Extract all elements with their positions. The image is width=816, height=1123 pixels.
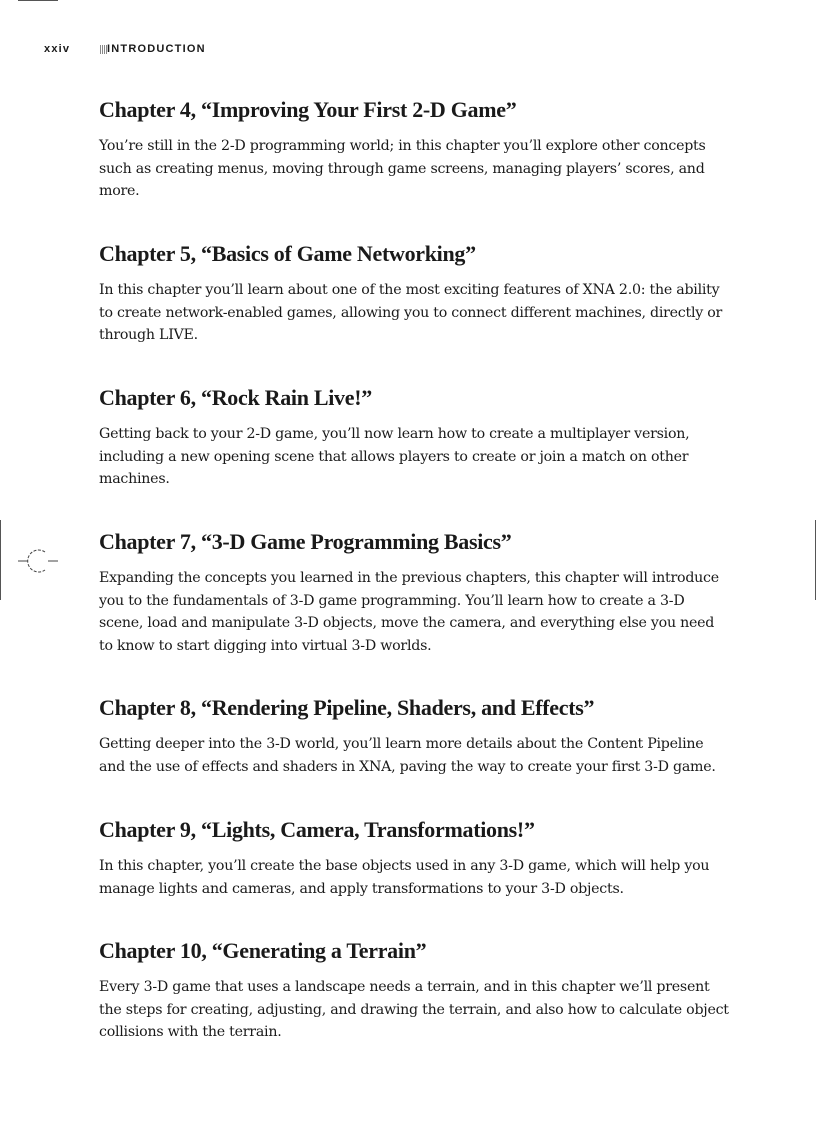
running-head-bar [100, 45, 107, 54]
chapter-entry-9 [99, 817, 729, 900]
chapter-title: Chapter 10, “Generating a Terrain” [99, 938, 427, 963]
chapter-description: Expanding the concepts you learned in the previous chapters, this chapter will introduce you to the fundamentals of 3-D game programming. You’ll learn how to create a 3-D scene, load and manipulate 3-D objects, move the camera, and everything else you need to know to start digging into virtual 3-D worlds. [99, 570, 719, 654]
chapter-title: Chapter 5, “Basics of Game Networking” [99, 241, 476, 266]
registration-mark-icon [18, 548, 60, 574]
chapter-entry-7 [99, 529, 729, 657]
chapter-entry-10 [99, 938, 729, 1044]
page-number: xxiv [44, 43, 71, 55]
chapter-description: Every 3-D game that uses a landscape needs a terrain, and in this chapter we’ll present the steps for creating, adjusting, and drawing the terrain, and also how to calculate object collisions with the terrain. [99, 979, 729, 1040]
chapter-description: In this chapter you’ll learn about one of the most exciting features of XNA 2.0: the ability to create network-enabled games, allowing you to connect different machines, directly or through LIVE. [99, 282, 723, 343]
chapter-description: You’re still in the 2-D programming world; in this chapter you’ll explore other concepts such as creating menus, moving through game screens, managing players’ scores, and more. [99, 138, 706, 199]
chapter-title: Chapter 9, “Lights, Camera, Transformations!” [99, 817, 535, 842]
chapter-entry-4 [99, 97, 729, 203]
chapter-entry-8 [99, 695, 729, 778]
chapter-title: Chapter 6, “Rock Rain Live!” [99, 385, 372, 410]
chapter-title: Chapter 4, “Improving Your First 2-D Game” [99, 97, 517, 122]
chapter-title: Chapter 8, “Rendering Pipeline, Shaders, and Effects” [99, 695, 595, 720]
chapter-description: In this chapter, you’ll create the base objects used in any 3-D game, which will help you manage lights and cameras, and apply transformations to your 3-D objects. [99, 858, 710, 897]
crop-mark-left [0, 520, 1, 600]
crop-mark-top [18, 0, 58, 1]
chapter-description: Getting back to your 2-D game, you’ll now learn how to create a multiplayer version, including a new opening scene that allows players to create or join a match on other machines. [99, 426, 690, 487]
chapter-title: Chapter 7, “3-D Game Programming Basics” [99, 529, 512, 554]
chapter-entry-6 [99, 385, 729, 491]
chapter-description: Getting deeper into the 3-D world, you’ll learn more details about the Content Pipeline and the use of effects and shaders in XNA, paving the way to create your first 3-D game. [99, 736, 716, 775]
chapter-entry-5 [99, 241, 729, 347]
section-name: INTRODUCTION [107, 43, 206, 55]
